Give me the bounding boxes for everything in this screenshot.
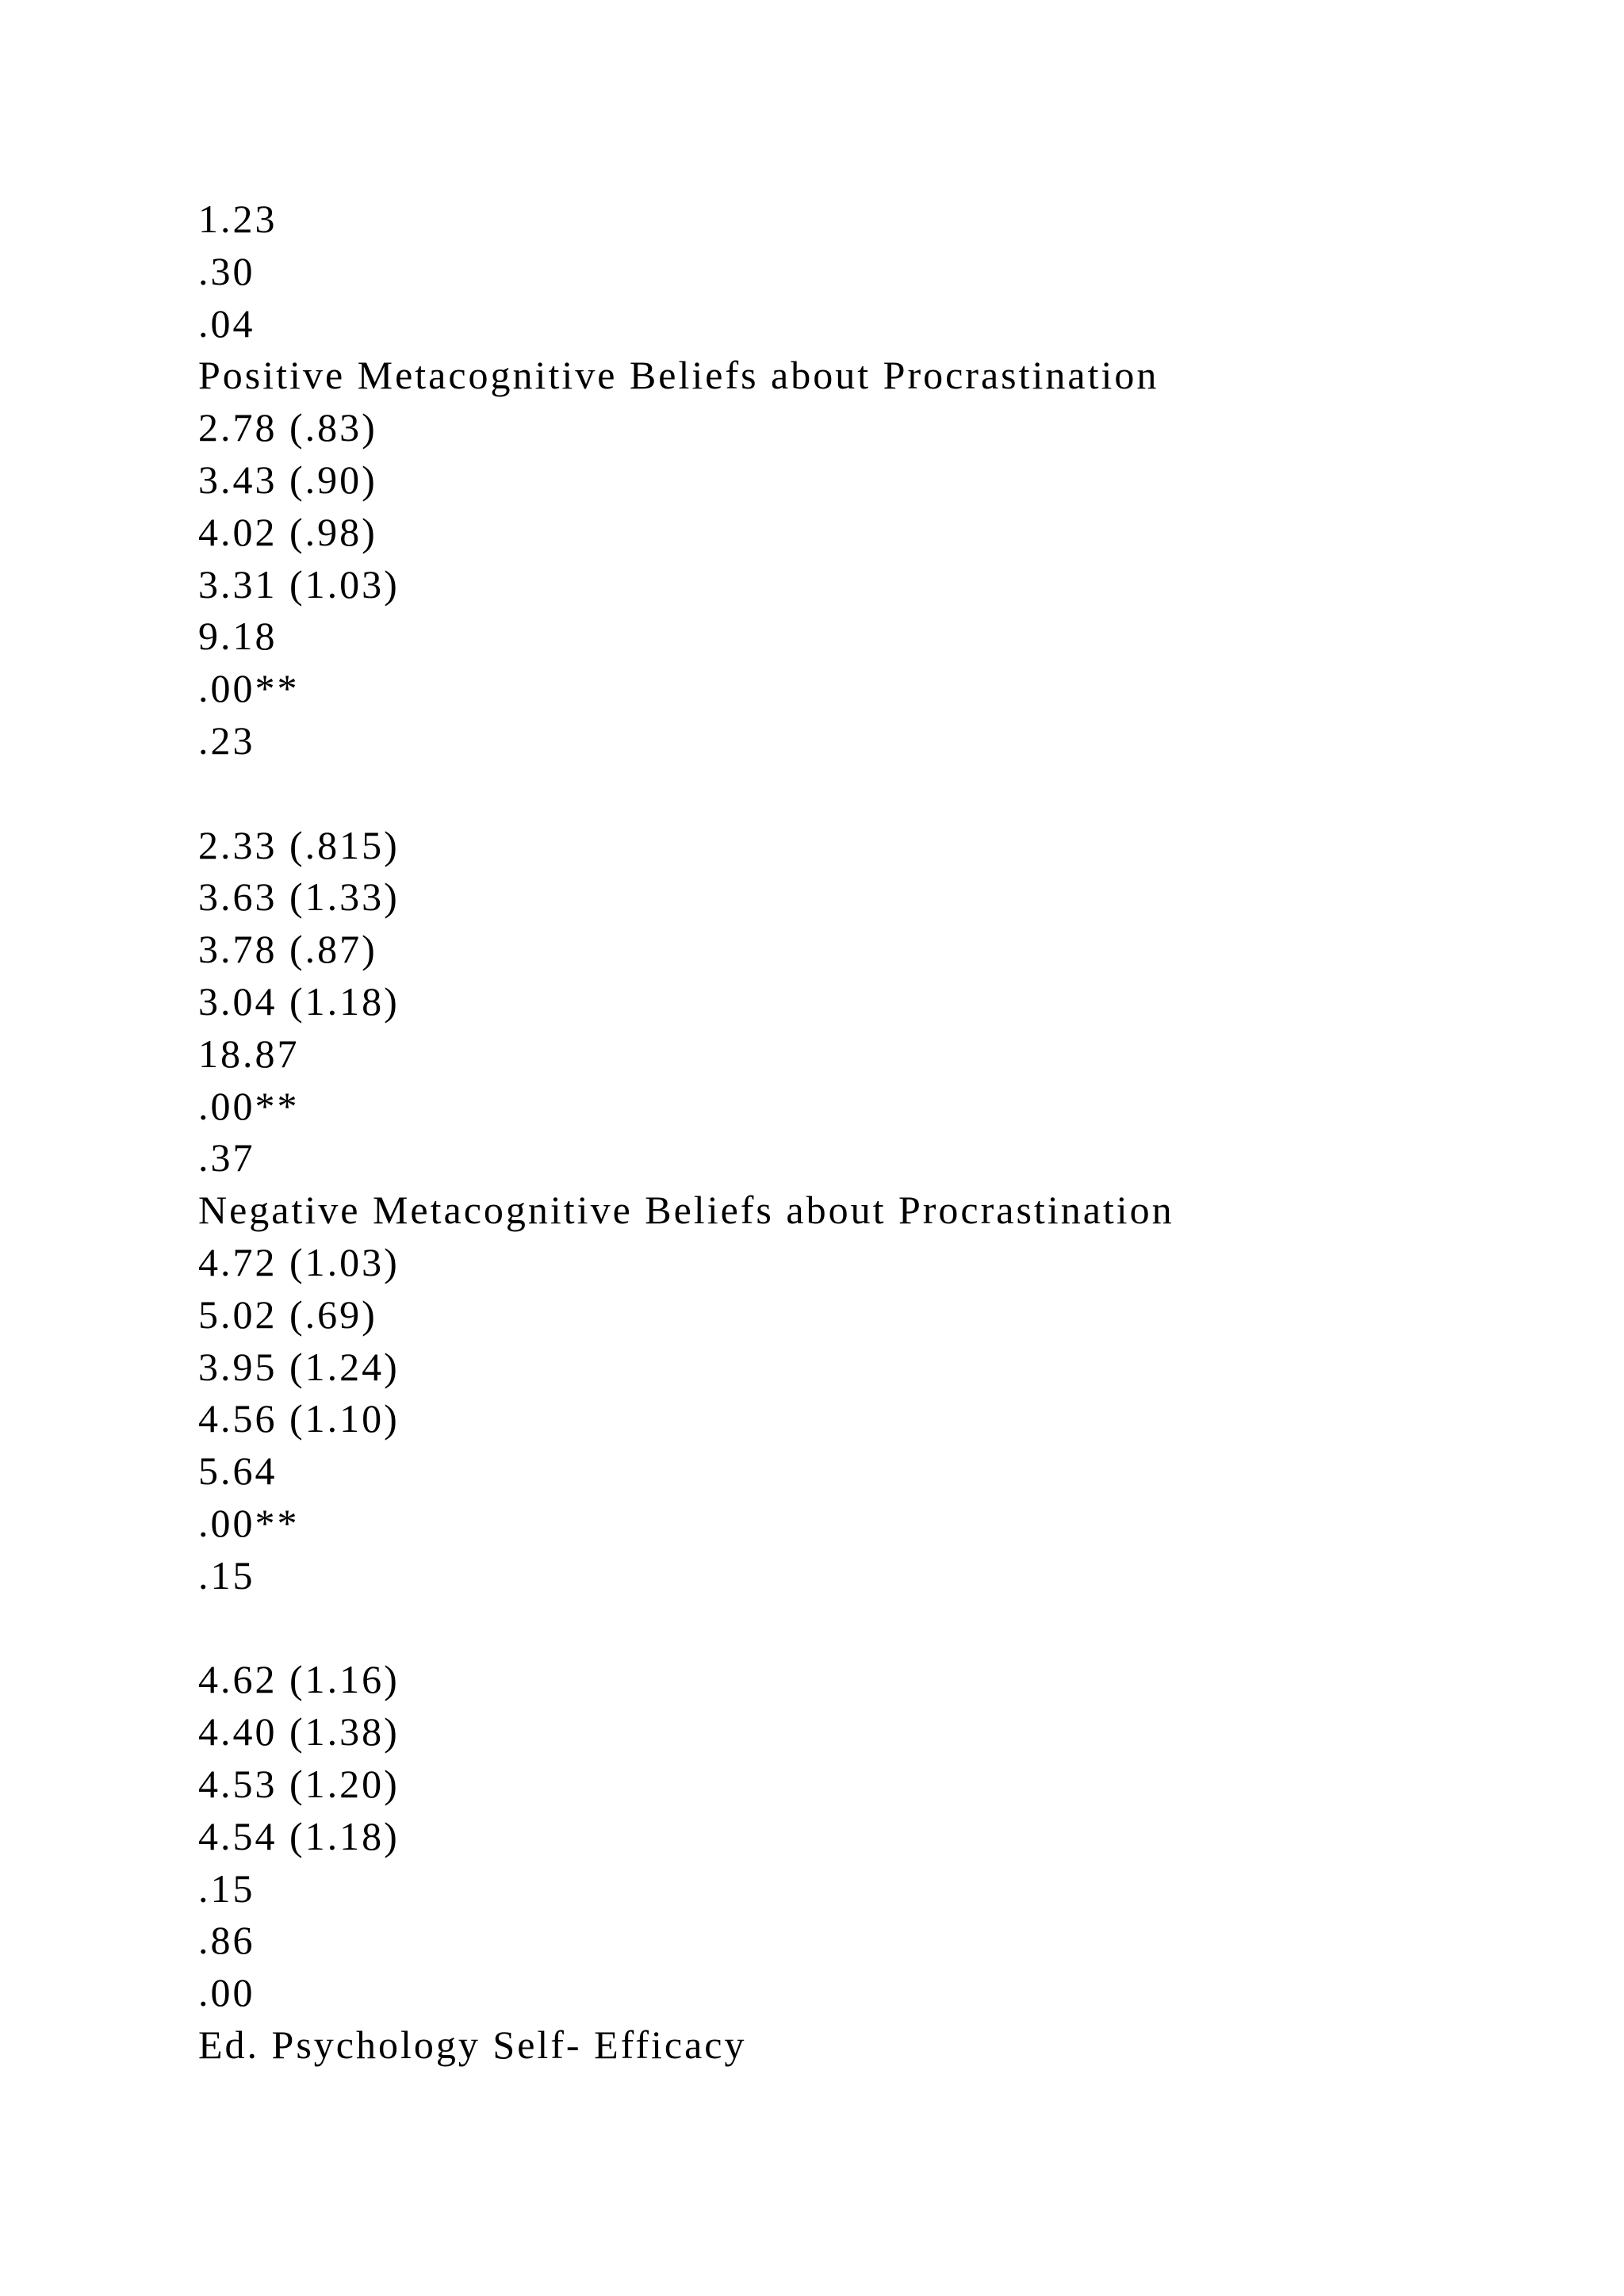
section-heading-self-efficacy: Ed. Psychology Self- Efficacy bbox=[198, 2022, 747, 2067]
text-line: 4.62 (1.16) bbox=[198, 1657, 400, 1702]
text-line: 4.02 (.98) bbox=[198, 509, 377, 554]
text-line: .00 bbox=[198, 1970, 255, 2015]
text-line: 3.95 (1.24) bbox=[198, 1344, 400, 1389]
text-line: 4.54 (1.18) bbox=[198, 1813, 400, 1858]
text-line: 4.72 (1.03) bbox=[198, 1239, 400, 1284]
text-line: .15 bbox=[198, 1552, 255, 1598]
text-line: .15 bbox=[198, 1866, 255, 1911]
text-line: 3.63 (1.33) bbox=[198, 874, 400, 920]
text-line: 2.33 (.815) bbox=[198, 822, 400, 867]
text-line: 4.53 (1.20) bbox=[198, 1761, 400, 1806]
text-line: 5.64 bbox=[198, 1448, 278, 1494]
text-line: .37 bbox=[198, 1135, 255, 1181]
text-line: 3.04 (1.18) bbox=[198, 978, 400, 1024]
text-line: 5.02 (.69) bbox=[198, 1292, 377, 1337]
text-line: .00** bbox=[198, 666, 300, 711]
text-line: 3.78 (.87) bbox=[198, 927, 377, 972]
text-line: 3.43 (.90) bbox=[198, 457, 377, 502]
text-line: .23 bbox=[198, 718, 255, 763]
section-heading-negative-beliefs: Negative Metacognitive Beliefs about Procrastination bbox=[198, 1188, 1174, 1233]
text-line: 4.40 (1.38) bbox=[198, 1709, 400, 1755]
text-line: 3.31 (1.03) bbox=[198, 561, 400, 607]
text-line: .86 bbox=[198, 1918, 255, 1963]
text-line: .00** bbox=[198, 1083, 300, 1128]
text-line: 9.18 bbox=[198, 614, 278, 659]
text-line: .30 bbox=[198, 248, 255, 293]
text-line: 1.23 bbox=[198, 197, 278, 241]
section-heading-positive-beliefs: Positive Metacognitive Beliefs about Procrastination bbox=[198, 353, 1159, 398]
text-line: .00** bbox=[198, 1500, 300, 1545]
document-body bbox=[198, 193, 1586, 2072]
blank-line bbox=[198, 1602, 1586, 1655]
text-line: 4.56 (1.10) bbox=[198, 1396, 400, 1441]
text-line: .04 bbox=[198, 300, 255, 346]
text-line: 18.87 bbox=[198, 1031, 300, 1076]
blank-line bbox=[198, 767, 1586, 820]
text-line: 2.78 (.83) bbox=[198, 405, 377, 450]
